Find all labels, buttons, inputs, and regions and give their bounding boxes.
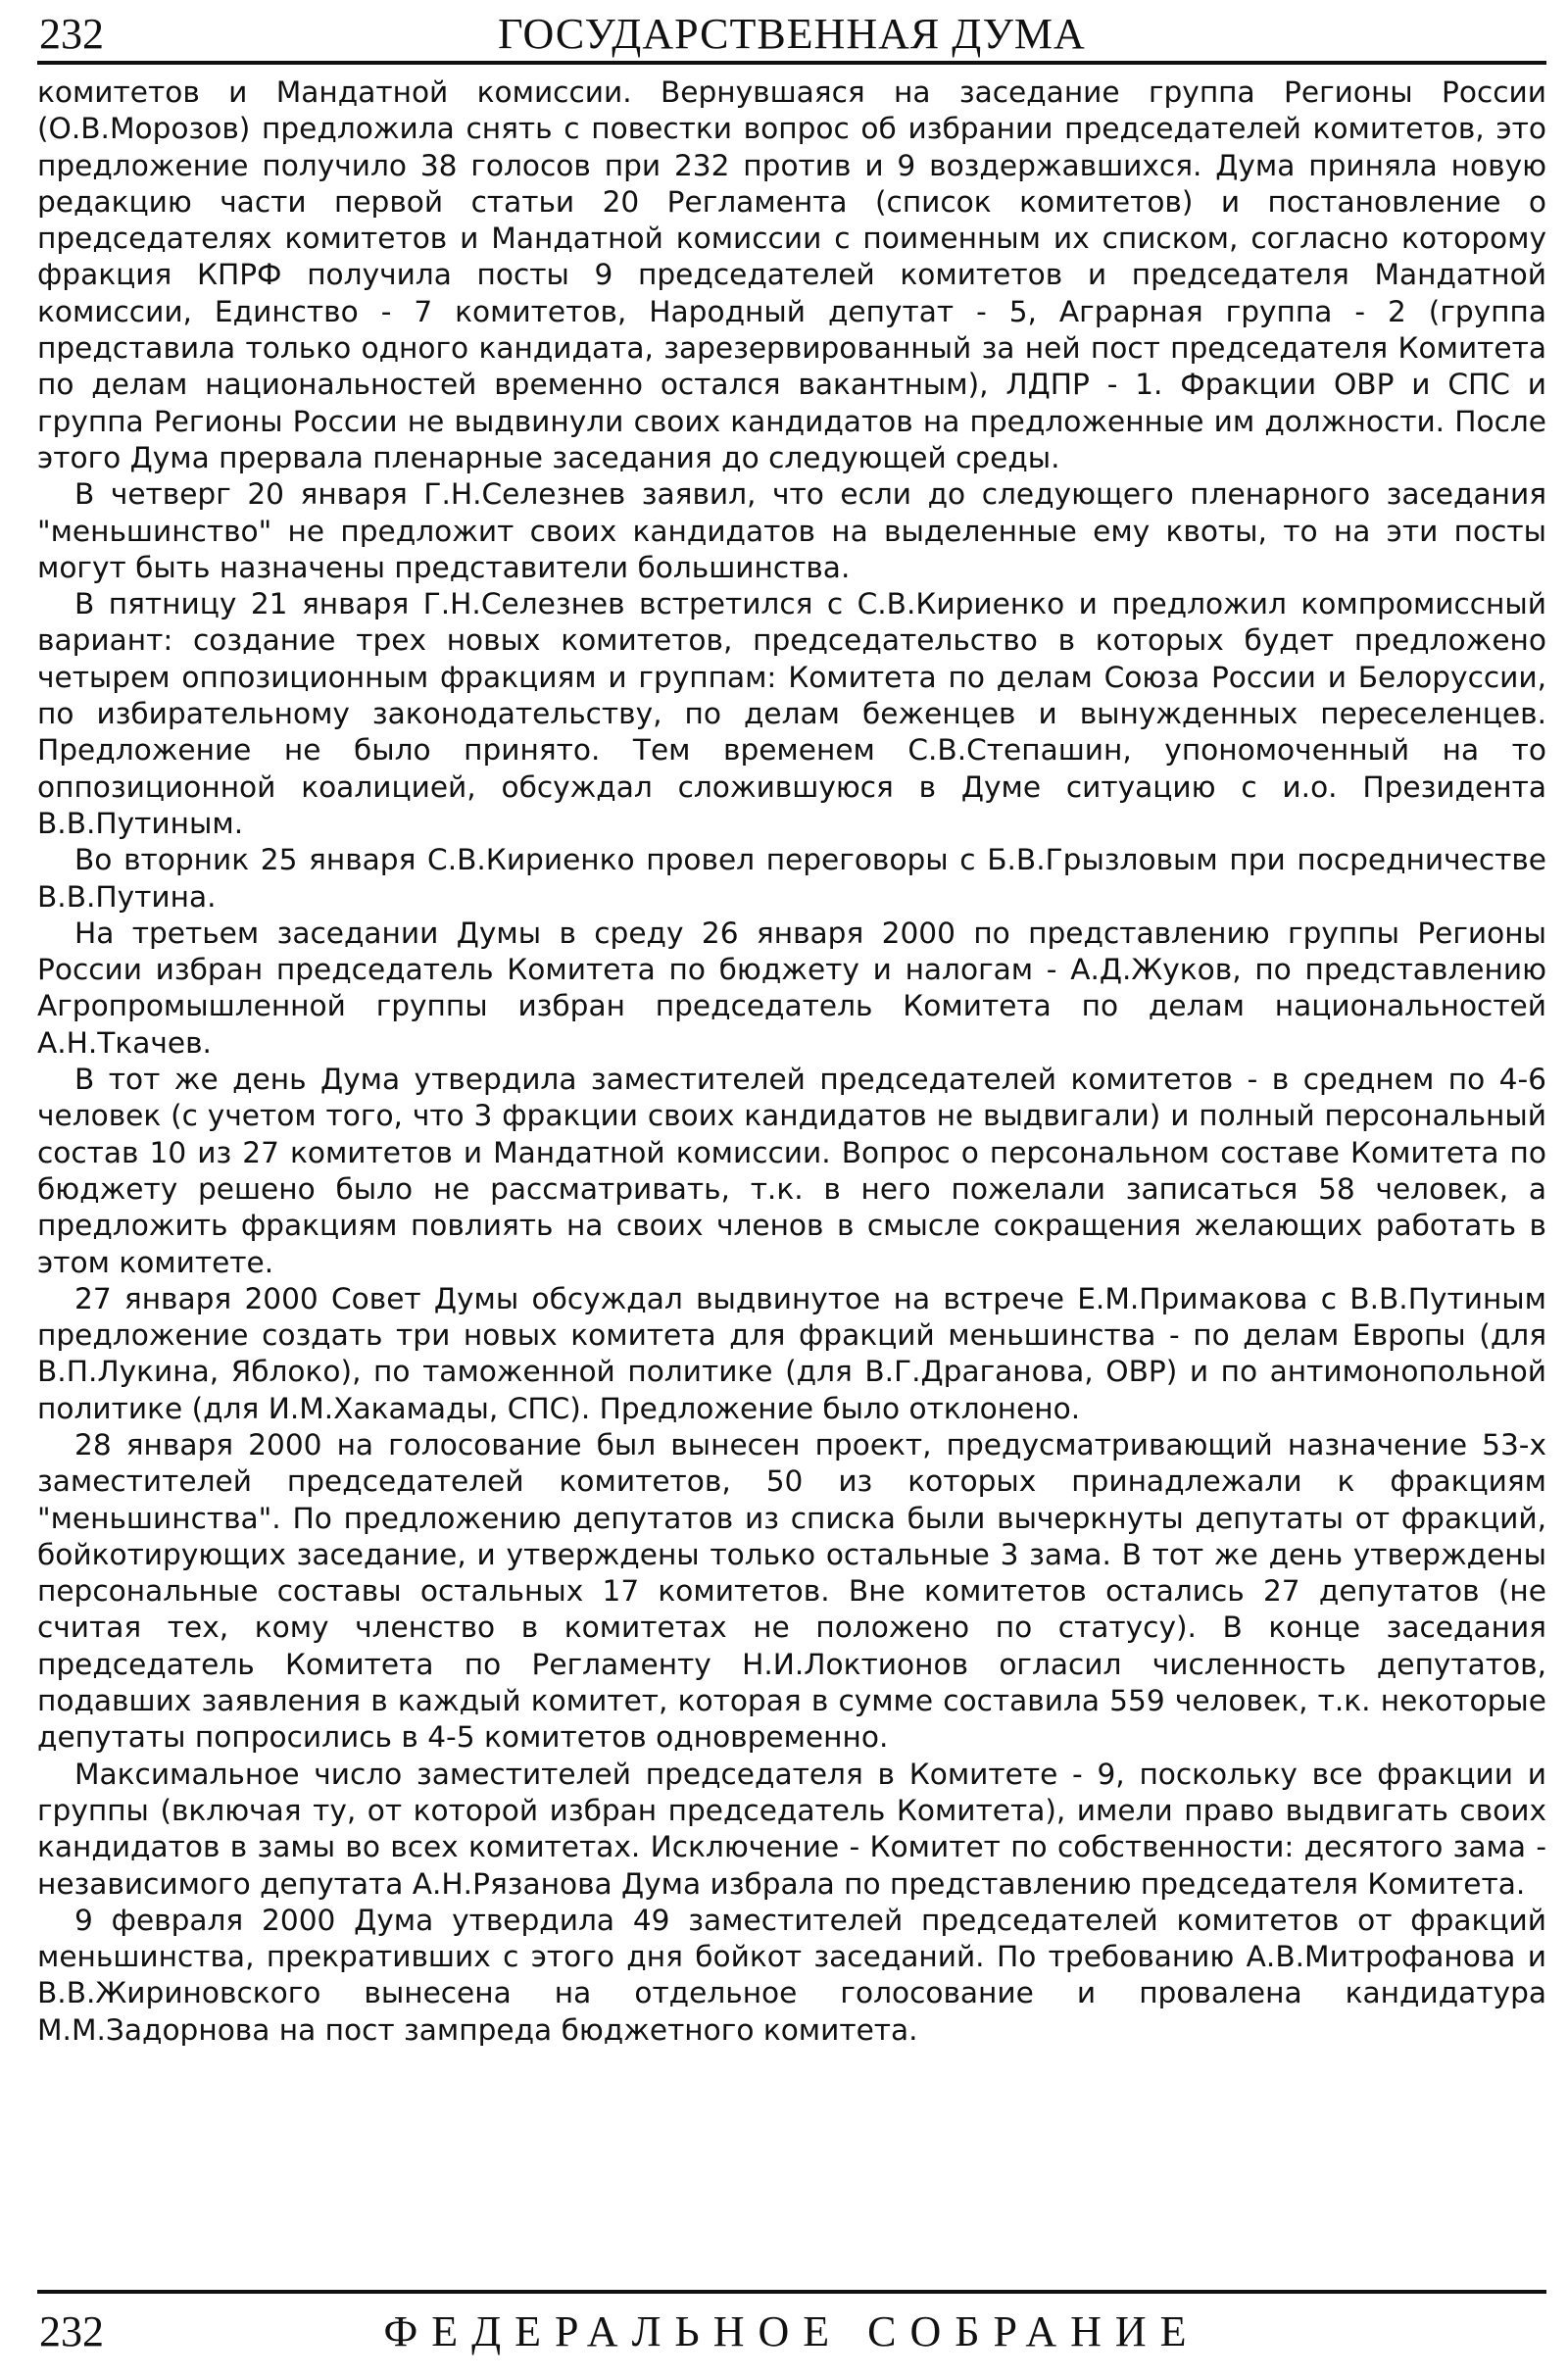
header-page-number: 232 (39, 10, 104, 58)
footer-page-number: 232 (39, 2307, 104, 2355)
paragraph: 28 января 2000 на голосование был вынесен проект, предусматривающий назначение 53-х заместителей председателей комитетов, 50 из которых принадлежали к фракциям "меньшинства". По предложению депутатов из списка были вычеркнуты депутаты от фракций, бойкотирующих заседание, и утверждены только остальные 3 зама. В тот же день утверждены персональные составы остальных 17 комитетов. Вне комитетов остались 27 депутатов (не считая тех, кому членство в комитетах не положено по статусу). В конце заседания председатель Комитета по Регламенту Н.И.Локтионов огласил численность депутатов, подавших заявления в каждый комитет, которая в сумме составила 559 человек, т.к. некоторые депутаты попросились в 4-5 комитетов одновременно. (37, 1427, 1546, 1755)
footer-rule (37, 2290, 1546, 2294)
paragraph: В четверг 20 января Г.Н.Селезнев заявил, что если до следующего пленарного заседания "меньшинство" не предложит своих кандидатов на выделенные ему квоты, то на эти посты могут быть назначены представители большинства. (37, 477, 1546, 584)
paragraph: 27 января 2000 Совет Думы обсуждал выдвинутое на встрече Е.М.Примакова с В.В.Путиным предложение создать три новых комитета для фракций меньшинства - по делам Европы (для В.П.Лукина, Яблоко), по таможенной политике (для В.Г.Драганова, ОВР) и по антимонопольной политике (для И.М.Хакамады, СПС). Предложение было отклонено. (37, 1281, 1546, 1425)
footer-title: ФЕДЕРАЛЬНОЕ СОБРАНИЕ (383, 2307, 1200, 2355)
paragraph: Максимальное число заместителей председателя в Комитете - 9, поскольку все фракции и группы (включая ту, от которой избран председатель Комитета), имели право выдвигать своих кандидатов в замы во всех комитетах. Исключение - Комитет по собственности: десятого зама - независимого депутата А.Н.Рязанова Дума избрала по представлению председателя Комитета. (37, 1757, 1546, 1901)
running-header (37, 6, 1546, 59)
paragraph: В пятницу 21 января Г.Н.Селезнев встретился с С.В.Кириенко и предложил компромиссный вариант: создание трех новых комитетов, председательство в которых будет предложено четырем оппозиционным фракциям и группам: Комитета по делам Союза России и Белоруссии, по избирательному законодательству, по делам беженцев и вынужденных переселенцев. Предложение не было принято. Тем временем С.В.Степашин, упономоченный на то оппозиционной коалицией, обсуждал сложившуюся в Думе ситуацию с и.о. Президента В.В.Путиным. (37, 587, 1546, 840)
paragraph: 9 февраля 2000 Дума утвердила 49 заместителей председателей комитетов от фракций меньшинства, прекративших с этого дня бойкот заседаний. По требованию А.В.Митрофанова и В.В.Жириновского вынесена на отдельное голосование и провалена кандидатура М.М.Задорнова на пост зампреда бюджетного комитета. (37, 1903, 1546, 2047)
header-rule (37, 61, 1546, 65)
document-page (37, 0, 1546, 2379)
paragraph: комитетов и Мандатной комиссии. Вернувшаяся на заседание группа Регионы России (О.В.Морозов) предложила снять с повестки вопрос об избрании председателей комитетов, это предложение получило 38 голосов при 232 против и 9 воздержавшихся. Дума приняла новую редакцию части первой статьи 20 Регламента (список комитетов) и постановление о председателях комитетов и Мандатной комиссии с поименным их списком, согласно которому фракция КПРФ получила посты 9 председателей комитетов и председателя Мандатной комиссии, Единство - 7 комитетов, Народный депутат - 5, Аграрная группа - 2 (группа представила только одного кандидата, зарезервированный за ней пост председателя Комитета по делам национальностей временно остался вакантным), ЛДПР - 1. Фракции ОВР и СПС и группа Регионы России не выдвинули своих кандидатов на предложенные им должности. После этого Дума прервала пленарные заседания до следующей среды. (37, 75, 1546, 474)
paragraph: В тот же день Дума утвердила заместителей председателей комитетов - в среднем по 4-6 человек (с учетом того, что 3 фракции своих кандидатов не выдвигали) и полный персональный состав 10 из 27 комитетов и Мандатной комиссии. Вопрос о персональном составе Комитета по бюджету решено было не рассматривать, т.к. в него пожелали записаться 58 человек, а предложить фракциям повлиять на своих членов в смысле сокращения желающих работать в этом комитете. (37, 1063, 1546, 1279)
article-body (37, 74, 1546, 2280)
header-title: ГОСУДАРСТВЕННАЯ ДУМА (498, 10, 1086, 58)
paragraph: На третьем заседании Думы в среду 26 января 2000 по представлению группы Регионы России избран председатель Комитета по бюджету и налогам - А.Д.Жуков, по представлению Агропромышленной группы избран председатель Комитета по делам национальностей А.Н.Ткачев. (37, 916, 1546, 1060)
running-footer (37, 2304, 1546, 2362)
paragraph: Во вторник 25 января С.В.Кириенко провел переговоры с Б.В.Грызловым при посредничестве В.В.Путина. (37, 843, 1546, 914)
